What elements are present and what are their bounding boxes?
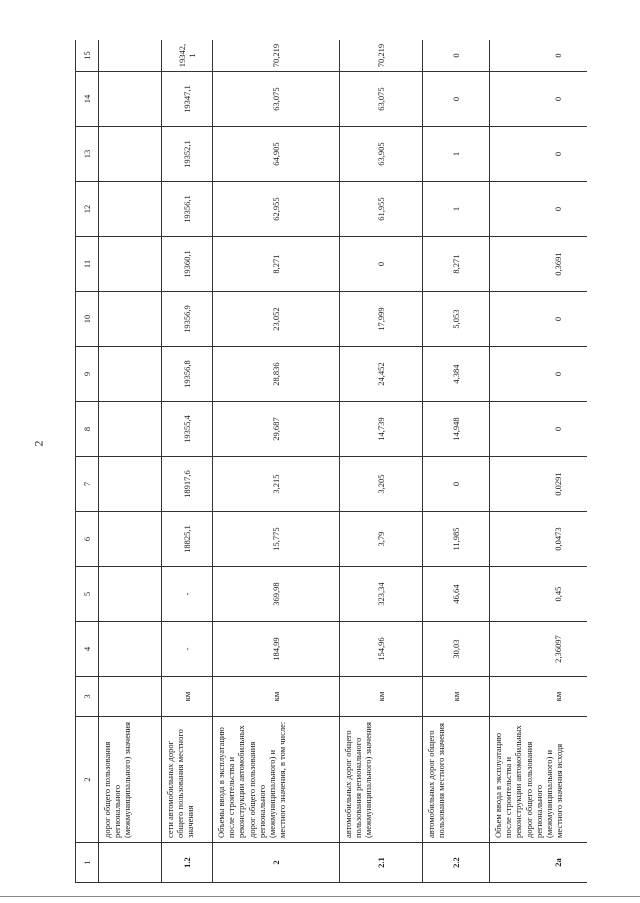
row-description: автомобильных дорог общего пользования регионального (межмуниципального) значения — [340, 717, 423, 843]
table-cell: 19355,4 — [162, 402, 213, 457]
table-cell: 0 — [490, 40, 588, 72]
table-cell: 64,905 — [213, 127, 340, 182]
table-cell: 369,98 — [213, 567, 340, 622]
column-header: 1 — [76, 843, 99, 883]
table-cell: 30,03 — [423, 622, 490, 677]
row-description: Объемы ввода в эксплуатацию после строительства и реконструкции автомобильных дорог общего пользования регионального (межмуниципального) и местного значения, в том числе: — [213, 717, 340, 843]
table-cell: 70,219 — [213, 40, 340, 72]
row-number: 2.2 — [423, 843, 490, 883]
table-cell — [99, 72, 162, 127]
table-cell: 46,64 — [423, 567, 490, 622]
table-cell: 0,45 — [490, 567, 588, 622]
table-cell: 1 — [423, 127, 490, 182]
table-cell: 14,739 — [340, 402, 423, 457]
table-cell: 19352,1 — [162, 127, 213, 182]
table-cell: 0 — [490, 347, 588, 402]
column-header: 9 — [76, 347, 99, 402]
table-cell: 0 — [490, 182, 588, 237]
row-description: Объем ввода в эксплуатацию после строительства и реконструкции автомобильных дорог общего пользования регионального (межмуниципального) и местного значения исходя — [490, 717, 588, 843]
table-cell: 62,955 — [213, 182, 340, 237]
table-cell: 3,215 — [213, 457, 340, 512]
table-cell: 0 — [423, 457, 490, 512]
table-cell: 17,999 — [340, 292, 423, 347]
table-cell: 19356,1 — [162, 182, 213, 237]
row-number: 1.2 — [162, 843, 213, 883]
table-cell — [99, 567, 162, 622]
row-number — [99, 843, 162, 883]
table-cell: 0 — [490, 292, 588, 347]
table-row — [213, 40, 340, 883]
table-cell: 61,955 — [340, 182, 423, 237]
table-cell: 15,775 — [213, 512, 340, 567]
row-number: 2а — [490, 843, 588, 883]
table-cell: 0 — [423, 40, 490, 72]
table-cell: 18825,1 — [162, 512, 213, 567]
column-header: 4 — [76, 622, 99, 677]
header-row — [76, 40, 99, 883]
table-cell: 29,687 — [213, 402, 340, 457]
row-number: 2 — [213, 843, 340, 883]
column-header: 7 — [76, 457, 99, 512]
table-cell: 0 — [340, 237, 423, 292]
table-cell — [99, 127, 162, 182]
table-cell — [99, 292, 162, 347]
table-cell: 19342,1 — [162, 40, 213, 72]
table-cell: 0 — [423, 72, 490, 127]
row-unit: км — [162, 677, 213, 717]
row-unit: км — [213, 677, 340, 717]
row-description: автомобильных дорог общего пользования местного значения — [423, 717, 490, 843]
column-header: 12 — [76, 182, 99, 237]
table-cell: 0,0291 — [490, 457, 588, 512]
table-cell: 3,79 — [340, 512, 423, 567]
table-container — [75, 40, 587, 883]
column-header: 15 — [76, 40, 99, 72]
table-cell: 3,205 — [340, 457, 423, 512]
table-cell: 18917,6 — [162, 457, 213, 512]
table-body — [76, 40, 588, 883]
table-cell: - — [162, 622, 213, 677]
column-header: 2 — [76, 717, 99, 843]
table-cell: 14,948 — [423, 402, 490, 457]
table-cell — [99, 237, 162, 292]
table-row — [99, 40, 162, 883]
table-cell: 11,985 — [423, 512, 490, 567]
table-cell: 19356,8 — [162, 347, 213, 402]
table-cell — [99, 347, 162, 402]
table-cell — [99, 182, 162, 237]
table-cell: 28,836 — [213, 347, 340, 402]
table-cell: 19347,1 — [162, 72, 213, 127]
table-cell — [99, 512, 162, 567]
row-unit — [99, 677, 162, 717]
table-cell: 0 — [490, 402, 588, 457]
table-row — [490, 40, 588, 883]
table-cell — [99, 622, 162, 677]
table-cell: 63,075 — [213, 72, 340, 127]
table-cell: 5,053 — [423, 292, 490, 347]
column-header: 10 — [76, 292, 99, 347]
table-cell: 323,34 — [340, 567, 423, 622]
row-unit: км — [340, 677, 423, 717]
table-cell: 24,452 — [340, 347, 423, 402]
table-cell: 1 — [423, 182, 490, 237]
table-cell: 0 — [490, 72, 588, 127]
table-cell: 70,219 — [340, 40, 423, 72]
table-row — [340, 40, 423, 883]
table-cell: 2,36097 — [490, 622, 588, 677]
table-cell: 8,271 — [213, 237, 340, 292]
column-header: 14 — [76, 72, 99, 127]
row-description: дорог общего пользования регионального (межмуниципального) значения — [99, 717, 162, 843]
row-number: 2.1 — [340, 843, 423, 883]
table-cell: 0 — [490, 127, 588, 182]
table-row — [423, 40, 490, 883]
column-header: 5 — [76, 567, 99, 622]
table-cell — [99, 457, 162, 512]
row-unit: км — [423, 677, 490, 717]
column-header: 6 — [76, 512, 99, 567]
row-unit: км — [490, 677, 588, 717]
table-row — [162, 40, 213, 883]
table-cell: 4,384 — [423, 347, 490, 402]
table-cell: 8,271 — [423, 237, 490, 292]
table-cell: 19356,9 — [162, 292, 213, 347]
table-cell: 63,075 — [340, 72, 423, 127]
table-cell: 63,905 — [340, 127, 423, 182]
table-cell: 19360,1 — [162, 237, 213, 292]
data-table — [75, 40, 587, 883]
table-cell: 184,99 — [213, 622, 340, 677]
column-header: 3 — [76, 677, 99, 717]
row-description: сети автомобильных дорог общего пользования местного значения — [162, 717, 213, 843]
table-cell: 0,3691 — [490, 237, 588, 292]
table-cell — [99, 40, 162, 72]
page-number: 2 — [31, 440, 46, 447]
column-header: 8 — [76, 402, 99, 457]
table-cell: 154,96 — [340, 622, 423, 677]
column-header: 13 — [76, 127, 99, 182]
table-cell: 0,0473 — [490, 512, 588, 567]
table-cell — [99, 402, 162, 457]
column-header: 11 — [76, 237, 99, 292]
table-cell: - — [162, 567, 213, 622]
table-cell: 23,052 — [213, 292, 340, 347]
page-bottom-rule — [0, 896, 640, 897]
